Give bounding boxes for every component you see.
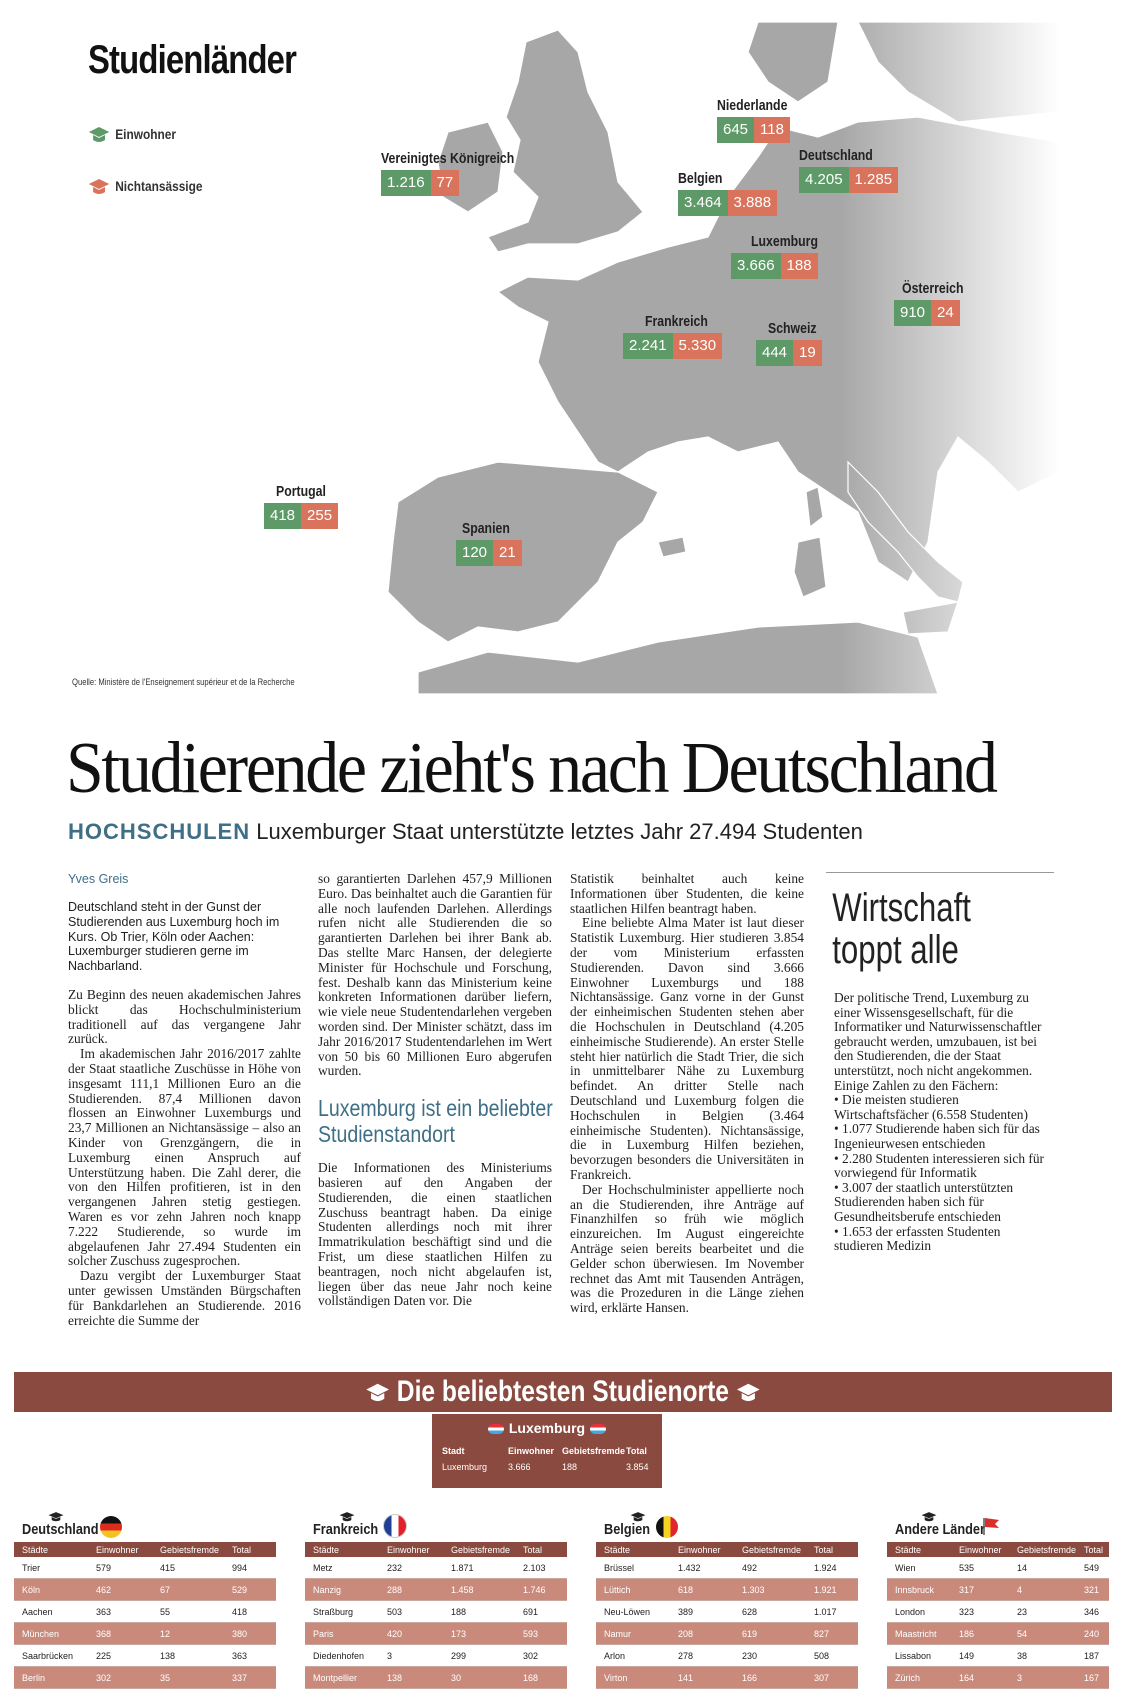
residents-count: 418 bbox=[264, 503, 301, 529]
residents-count: 444 bbox=[756, 340, 793, 366]
sidebar-intro: Der politische Trend, Luxemburg zu einer Wissensgesellschaft, für die Informatiker und Naturwissenschaftler gebraucht werden, umzubauen, ist bei den Studierenden, die der Staat unterstützt, noch nicht angekommen. Einige Zahlen zu den Fächern: bbox=[834, 990, 1042, 1093]
nonresidents-count: 24 bbox=[931, 300, 960, 326]
data-table bbox=[596, 1542, 858, 1689]
cell: 3 bbox=[379, 1645, 443, 1667]
cell: 1.871 bbox=[443, 1557, 515, 1579]
column-header: Einwohner bbox=[670, 1542, 734, 1557]
headline: Studierende zieht's nach Deutschland bbox=[66, 727, 996, 808]
legend-nonresidents-label: Nichtansässige bbox=[115, 178, 203, 194]
column-header: Städte bbox=[305, 1542, 379, 1557]
column-header: Total bbox=[1076, 1542, 1109, 1557]
cell: 188 bbox=[443, 1601, 515, 1623]
cell: 317 bbox=[951, 1579, 1009, 1601]
country-name: Spanien bbox=[462, 520, 510, 537]
country-name: Belgien bbox=[678, 170, 723, 187]
cell: 232 bbox=[379, 1557, 443, 1579]
country-table-title: Deutschland bbox=[22, 1521, 99, 1538]
cell: 1.921 bbox=[806, 1579, 858, 1601]
graduation-cap-icon bbox=[736, 1382, 761, 1404]
cell: 138 bbox=[152, 1645, 224, 1667]
country-name: Luxemburg bbox=[751, 233, 818, 250]
nonresidents-count: 1.285 bbox=[849, 167, 899, 193]
cell: 288 bbox=[379, 1579, 443, 1601]
nonresidents-count: 188 bbox=[781, 253, 818, 279]
cell: Saarbrücken bbox=[14, 1645, 88, 1667]
list-item: • 2.280 Studenten interessieren sich für vorwiegend für Informatik bbox=[834, 1152, 1044, 1181]
table-row bbox=[305, 1667, 567, 1689]
cell: Metz bbox=[305, 1557, 379, 1579]
section-subheading: Luxemburg ist ein beliebter Studienstandort bbox=[318, 1095, 553, 1148]
nonresidents-count: 21 bbox=[493, 540, 522, 566]
cell: Montpellier bbox=[305, 1667, 379, 1689]
cell: 508 bbox=[806, 1645, 858, 1667]
cell: Neu-Löwen bbox=[596, 1601, 670, 1623]
cell: 173 bbox=[443, 1623, 515, 1645]
cell: Innsbruck bbox=[887, 1579, 951, 1601]
cell: 3 bbox=[1009, 1667, 1076, 1689]
cell: München bbox=[14, 1623, 88, 1645]
luxemburg-name: Luxemburg bbox=[508, 1420, 586, 1436]
table-row bbox=[14, 1667, 276, 1689]
data-table bbox=[887, 1542, 1109, 1689]
table-row bbox=[442, 1462, 649, 1472]
cell: 4 bbox=[1009, 1579, 1076, 1601]
residents-count: 120 bbox=[456, 540, 493, 566]
cell: 186 bbox=[951, 1623, 1009, 1645]
sidebar-box bbox=[826, 872, 1054, 1254]
paragraph: Im akademischen Jahr 2016/2017 zahlte der Staat staatliche Zuschüsse in Höhe von insgesamt 111,1 Millionen Euro an die Studierenden. 87,4 Millionen davon flossen an Einwohner Luxemburgs und 23,7 Millionen an Nichtansässige – also an Kinder von Grenzgängern, die in Luxemburg einen Anspruch auf Unterstützung haben. Die Zahl derer, die von den Hilfen profitieren, ist in den vergangenen Jahren stetig gestiegen. Waren es vor zehn Jahren noch knapp 7.222 Studierende, so wurde im abgelaufenen Jahr 27.494 Studenten ein solcher Zuschuss zugesprochen. bbox=[68, 1046, 301, 1269]
cell: 23 bbox=[1009, 1601, 1076, 1623]
cell: 67 bbox=[152, 1579, 224, 1601]
cell: 1.432 bbox=[670, 1557, 734, 1579]
cell: Straßburg bbox=[305, 1601, 379, 1623]
table-row bbox=[305, 1623, 567, 1645]
cell: 618 bbox=[670, 1579, 734, 1601]
country-table-title: Belgien bbox=[604, 1521, 651, 1538]
column-header: Total bbox=[626, 1446, 647, 1456]
table-row bbox=[14, 1645, 276, 1667]
cell: 55 bbox=[152, 1601, 224, 1623]
nonresidents-count: 5.330 bbox=[673, 333, 723, 359]
column-header: Städte bbox=[887, 1542, 951, 1557]
table-row bbox=[305, 1579, 567, 1601]
sidebar-list bbox=[834, 1093, 1044, 1254]
sidebar-text bbox=[826, 991, 1054, 1254]
table-header-row bbox=[596, 1542, 858, 1557]
column-header: Gebietsfremde bbox=[152, 1542, 224, 1557]
graduation-cap-icon bbox=[365, 1382, 390, 1404]
residents-count: 3.666 bbox=[731, 253, 781, 279]
table-row bbox=[887, 1623, 1109, 1645]
cell: 389 bbox=[670, 1601, 734, 1623]
nonresidents-count: 3.888 bbox=[728, 190, 778, 216]
cell: 321 bbox=[1076, 1579, 1109, 1601]
column-header: Einwohner bbox=[508, 1446, 555, 1456]
table-row bbox=[305, 1601, 567, 1623]
red-flag-icon bbox=[981, 1516, 1001, 1536]
cell: London bbox=[887, 1601, 951, 1623]
legend-residents-label: Einwohner bbox=[115, 126, 177, 142]
country-table-header bbox=[596, 1510, 858, 1542]
country-table-frankreich bbox=[305, 1510, 567, 1689]
map-label-spanien bbox=[456, 520, 522, 566]
cell: 54 bbox=[1009, 1623, 1076, 1645]
table-row bbox=[14, 1557, 276, 1579]
cell: Namur bbox=[596, 1623, 670, 1645]
cell: 2.103 bbox=[515, 1557, 567, 1579]
map-title: Studienländer bbox=[88, 38, 297, 82]
column-header: Gebietsfremde bbox=[734, 1542, 806, 1557]
luxembourg-flag-icon bbox=[488, 1424, 504, 1434]
list-item: • 1.653 der erfassten Studenten studieren Medizin bbox=[834, 1225, 1044, 1254]
places-banner bbox=[14, 1372, 1112, 1412]
cell: 307 bbox=[806, 1667, 858, 1689]
graduation-cap-icon bbox=[88, 126, 110, 144]
belgium-flag-icon bbox=[656, 1516, 678, 1538]
table-row bbox=[887, 1579, 1109, 1601]
cell: 302 bbox=[88, 1667, 152, 1689]
article-column-1 bbox=[68, 900, 301, 1328]
paragraph: Dazu vergibt der Luxemburger Staat unter gewissen Umständen Bürgschaften für Bankdarlehen an Studierende. 2016 erreichte die Summe der bbox=[68, 1268, 301, 1328]
table-header-row bbox=[305, 1542, 567, 1557]
nonresidents-count: 77 bbox=[431, 170, 460, 196]
germany-flag-icon bbox=[100, 1516, 122, 1538]
country-table-andere-laender bbox=[887, 1510, 1109, 1689]
cell: 827 bbox=[806, 1623, 858, 1645]
map-label-deutschland bbox=[799, 147, 898, 193]
luxembourg-flag-icon bbox=[590, 1424, 606, 1434]
data-table bbox=[14, 1542, 276, 1689]
map-label-niederlande bbox=[717, 97, 803, 143]
residents-count: 910 bbox=[894, 300, 931, 326]
subheadline-text: Luxemburger Staat unterstützte letztes Jahr 27.494 Studenten bbox=[256, 819, 863, 844]
cell: 149 bbox=[951, 1645, 1009, 1667]
list-item: • 1.077 Studierende haben sich für das Ingenieurwesen entschieden bbox=[834, 1122, 1044, 1151]
data-table bbox=[305, 1542, 567, 1689]
cell: 420 bbox=[379, 1623, 443, 1645]
cell: Wien bbox=[887, 1557, 951, 1579]
column-header: Total bbox=[515, 1542, 567, 1557]
map-label-belgien bbox=[678, 170, 777, 216]
cell: Nanzig bbox=[305, 1579, 379, 1601]
country-table-header bbox=[14, 1510, 276, 1542]
cell: 462 bbox=[88, 1579, 152, 1601]
luxemburg-table-title bbox=[432, 1420, 662, 1436]
cell: Virton bbox=[596, 1667, 670, 1689]
country-table-belgien bbox=[596, 1510, 858, 1689]
nonresidents-count: 118 bbox=[754, 117, 790, 143]
sidebar-title-line: toppt alle bbox=[832, 928, 959, 972]
cell: 208 bbox=[670, 1623, 734, 1645]
table-row bbox=[887, 1667, 1109, 1689]
country-table-deutschland bbox=[14, 1510, 276, 1689]
table-row bbox=[596, 1557, 858, 1579]
article-column-3 bbox=[570, 872, 804, 1316]
cell: 368 bbox=[88, 1623, 152, 1645]
table-row bbox=[887, 1601, 1109, 1623]
cell: Trier bbox=[14, 1557, 88, 1579]
country-name: Vereinigtes Königreich bbox=[381, 150, 515, 167]
cell: 302 bbox=[515, 1645, 567, 1667]
table-row bbox=[14, 1623, 276, 1645]
cell: 323 bbox=[951, 1601, 1009, 1623]
cell: 278 bbox=[670, 1645, 734, 1667]
cell: 415 bbox=[152, 1557, 224, 1579]
table-row bbox=[596, 1623, 858, 1645]
residents-count: 3.464 bbox=[678, 190, 728, 216]
cell: 1.017 bbox=[806, 1601, 858, 1623]
column-header: Einwohner bbox=[379, 1542, 443, 1557]
kicker: HOCHSCHULEN bbox=[68, 819, 251, 844]
lead-paragraph: Deutschland steht in der Gunst der Studierenden aus Luxemburg hoch im Kurs. Ob Trier, Köln oder Aachen: Luxemburger studieren gerne im Nachbarland. bbox=[68, 900, 280, 974]
cell: 529 bbox=[224, 1579, 276, 1601]
column-header: Gebietsfremde bbox=[443, 1542, 515, 1557]
cell: Lissabon bbox=[887, 1645, 951, 1667]
column-header: Gebietsfremde bbox=[1009, 1542, 1076, 1557]
table-row bbox=[596, 1579, 858, 1601]
cell: 30 bbox=[443, 1667, 515, 1689]
cell: Luxemburg bbox=[442, 1462, 488, 1472]
table-header-row bbox=[442, 1446, 649, 1462]
list-item: • Die meisten studieren Wirtschaftsfächer (6.558 Studenten) bbox=[834, 1093, 1044, 1122]
cell: 619 bbox=[734, 1623, 806, 1645]
table-header-row bbox=[14, 1542, 276, 1557]
cell: 188 bbox=[562, 1462, 578, 1472]
cell: 35 bbox=[152, 1667, 224, 1689]
legend-residents bbox=[88, 126, 176, 144]
country-name: Österreich bbox=[902, 280, 964, 297]
residents-count: 2.241 bbox=[623, 333, 673, 359]
cell: 164 bbox=[951, 1667, 1009, 1689]
column-header: Einwohner bbox=[951, 1542, 1009, 1557]
column-header: Gebietsfremde bbox=[562, 1446, 626, 1456]
cell: 418 bbox=[224, 1601, 276, 1623]
legend-nonresidents bbox=[88, 178, 203, 196]
cell: 363 bbox=[224, 1645, 276, 1667]
country-name: Portugal bbox=[276, 483, 326, 500]
cell: 12 bbox=[152, 1623, 224, 1645]
column-header: Städte bbox=[596, 1542, 670, 1557]
table-header-row bbox=[887, 1542, 1109, 1557]
cell: 593 bbox=[515, 1623, 567, 1645]
column-header: Total bbox=[224, 1542, 276, 1557]
country-name: Deutschland bbox=[799, 147, 873, 164]
map-label-portugal bbox=[264, 483, 338, 529]
column-header: Einwohner bbox=[88, 1542, 152, 1557]
paragraph: Statistik beinhaltet auch keine Informationen über Studenten, die keine staatlichen Hilfen beantragt haben. bbox=[570, 871, 804, 916]
country-table-header bbox=[305, 1510, 567, 1542]
column-header: Städte bbox=[14, 1542, 88, 1557]
map-label-schweiz bbox=[756, 320, 827, 366]
table-row bbox=[14, 1601, 276, 1623]
table-row bbox=[596, 1667, 858, 1689]
article-column-2 bbox=[318, 872, 552, 1309]
france-flag-icon bbox=[383, 1514, 407, 1538]
residents-count: 4.205 bbox=[799, 167, 849, 193]
graduation-cap-icon bbox=[88, 178, 110, 196]
cell: Aachen bbox=[14, 1601, 88, 1623]
luxemburg-table bbox=[432, 1414, 662, 1488]
map-label-oesterreich bbox=[894, 280, 977, 326]
cell: 3.854 bbox=[626, 1462, 649, 1472]
paragraph: Der Hochschulminister appellierte noch an die Studierenden, ihre Anträge auf Finanzhilfen so früh wie möglich einzureichen. Im August eingereichte Anträge seien bereits bearbeitet und die Gelder schon überwiesen. Im November rechnet das Amt mit Tausenden Anträgen, was die Prozeduren in die Länge ziehen wird, erklärte Hansen. bbox=[570, 1181, 804, 1316]
cell: 549 bbox=[1076, 1557, 1109, 1579]
map-label-luxemburg bbox=[731, 233, 833, 279]
subheadline bbox=[68, 819, 863, 845]
cell: 166 bbox=[734, 1667, 806, 1689]
table-row bbox=[596, 1601, 858, 1623]
cell: 138 bbox=[379, 1667, 443, 1689]
cell: Zürich bbox=[887, 1667, 951, 1689]
places-title: Die beliebtesten Studienorte bbox=[396, 1375, 730, 1408]
table-row bbox=[305, 1645, 567, 1667]
cell: Arlon bbox=[596, 1645, 670, 1667]
cell: 3.666 bbox=[508, 1462, 531, 1472]
cell: 299 bbox=[443, 1645, 515, 1667]
cell: 380 bbox=[224, 1623, 276, 1645]
cell: 337 bbox=[224, 1667, 276, 1689]
cell: 1.458 bbox=[443, 1579, 515, 1601]
column-header: Stadt bbox=[442, 1446, 465, 1456]
cell: Paris bbox=[305, 1623, 379, 1645]
paragraph: Die Informationen des Ministeriums basieren auf den Angaben der Studierenden, die einen staatlichen Zuschuss beantragt haben. Da einige Studenten allerdings noch mit ihrer Immatrikulation beschäftigt sind und die Frist, um diese staatlichen Hilfen zu beantragen, noch nicht abgelaufen ist, liegen über das neue Jahr noch keine vollständigen Daten vor. Die bbox=[318, 1160, 552, 1309]
cell: Berlin bbox=[14, 1667, 88, 1689]
map-label-frankreich bbox=[623, 313, 722, 359]
country-name: Schweiz bbox=[768, 320, 817, 337]
cell: 628 bbox=[734, 1601, 806, 1623]
cell: 363 bbox=[88, 1601, 152, 1623]
cell: 1.746 bbox=[515, 1579, 567, 1601]
cell: 1.924 bbox=[806, 1557, 858, 1579]
paragraph: Eine beliebte Alma Mater ist laut dieser Statistik Luxemburg. Hier studieren 3.854 der vom Ministerium erfassten Studierenden. Davon sind 3.666 Einwohner Luxemburgs und 188 Nichtansässige. Ganz vorne in der Gunst der einheimischen Studenten stehen aber die Hochschulen in Deutschland (4.205 einheimische Studierende). An erster Stelle steht hier natürlich die Stadt Trier, die sich in unmittelbarer Nähe zu Luxemburg befindet. An dritter Stelle nach Deutschland und Luxemburg folgen die Hochschulen in Belgien (3.464 einheimische Studenten). Nichtansässige, die in Luxemburg Hilfen beziehen, bevorzugen besonders die Universitäten in Frankreich. bbox=[570, 915, 804, 1182]
residents-count: 645 bbox=[717, 117, 754, 143]
country-table-title: Frankreich bbox=[313, 1521, 379, 1538]
country-table-title: Andere Länder bbox=[895, 1521, 985, 1538]
cell: 225 bbox=[88, 1645, 152, 1667]
column-header: Total bbox=[806, 1542, 858, 1557]
sidebar-title bbox=[826, 887, 1051, 971]
paragraph: Zu Beginn des neuen akademischen Jahres blickt das Hochschulministerium traditionell auf das vergangene Jahr zurück. bbox=[68, 986, 301, 1047]
cell: Köln bbox=[14, 1579, 88, 1601]
cell: 346 bbox=[1076, 1601, 1109, 1623]
sidebar-title-line: Wirtschaft bbox=[832, 886, 971, 930]
table-row bbox=[887, 1557, 1109, 1579]
nonresidents-count: 19 bbox=[793, 340, 822, 366]
table-row bbox=[887, 1645, 1109, 1667]
cell: 230 bbox=[734, 1645, 806, 1667]
map-source: Quelle: Ministère de l'Enseignement supérieur et de la Recherche bbox=[72, 677, 295, 687]
cell: 994 bbox=[224, 1557, 276, 1579]
table-row bbox=[596, 1645, 858, 1667]
europe-map bbox=[58, 22, 1060, 694]
cell: Maastricht bbox=[887, 1623, 951, 1645]
cell: 167 bbox=[1076, 1667, 1109, 1689]
list-item: • 3.007 der staatlich unterstützten Studierenden haben sich für Gesundheitsberufe entschieden bbox=[834, 1181, 1044, 1225]
author: Yves Greis bbox=[68, 872, 129, 886]
country-name: Niederlande bbox=[717, 97, 788, 114]
cell: Lüttich bbox=[596, 1579, 670, 1601]
paragraph: so garantierten Darlehen 457,9 Millionen Euro. Das beinhaltet auch die Garantien für alle noch laufenden Darlehen. Allerdings rufen nicht alle Studierenden die so garantierten Darlehen bei ihrer Bank ab. Das stellte Marc Hansen, der delegierte Minister für Hochschule und Forschung, fest. Deshalb kann das Ministerium keine konkreten Informationen darüber liefern, wie viele neue Studentendarlehen vergeben worden sind. Der Minister schätzt, dass im Jahr 2016/2017 Studentendarlehen im Wert von 50 bis 60 Millionen Euro abgerufen wurden. bbox=[318, 871, 552, 1079]
cell: 691 bbox=[515, 1601, 567, 1623]
country-name: Frankreich bbox=[645, 313, 708, 330]
country-table-header bbox=[887, 1510, 1109, 1542]
cell: 492 bbox=[734, 1557, 806, 1579]
cell: 38 bbox=[1009, 1645, 1076, 1667]
cell: 141 bbox=[670, 1667, 734, 1689]
cell: 240 bbox=[1076, 1623, 1109, 1645]
cell: Diedenhofen bbox=[305, 1645, 379, 1667]
residents-count: 1.216 bbox=[381, 170, 431, 196]
cell: 535 bbox=[951, 1557, 1009, 1579]
cell: 187 bbox=[1076, 1645, 1109, 1667]
nonresidents-count: 255 bbox=[301, 503, 338, 529]
cell: 14 bbox=[1009, 1557, 1076, 1579]
table-row bbox=[305, 1557, 567, 1579]
cell: 503 bbox=[379, 1601, 443, 1623]
map-label-vereinigtes-koenigreich bbox=[381, 150, 544, 196]
luxemburg-data-table bbox=[442, 1446, 649, 1472]
cell: 579 bbox=[88, 1557, 152, 1579]
cell: 168 bbox=[515, 1667, 567, 1689]
cell: 1.303 bbox=[734, 1579, 806, 1601]
cell: Brüssel bbox=[596, 1557, 670, 1579]
table-row bbox=[14, 1579, 276, 1601]
